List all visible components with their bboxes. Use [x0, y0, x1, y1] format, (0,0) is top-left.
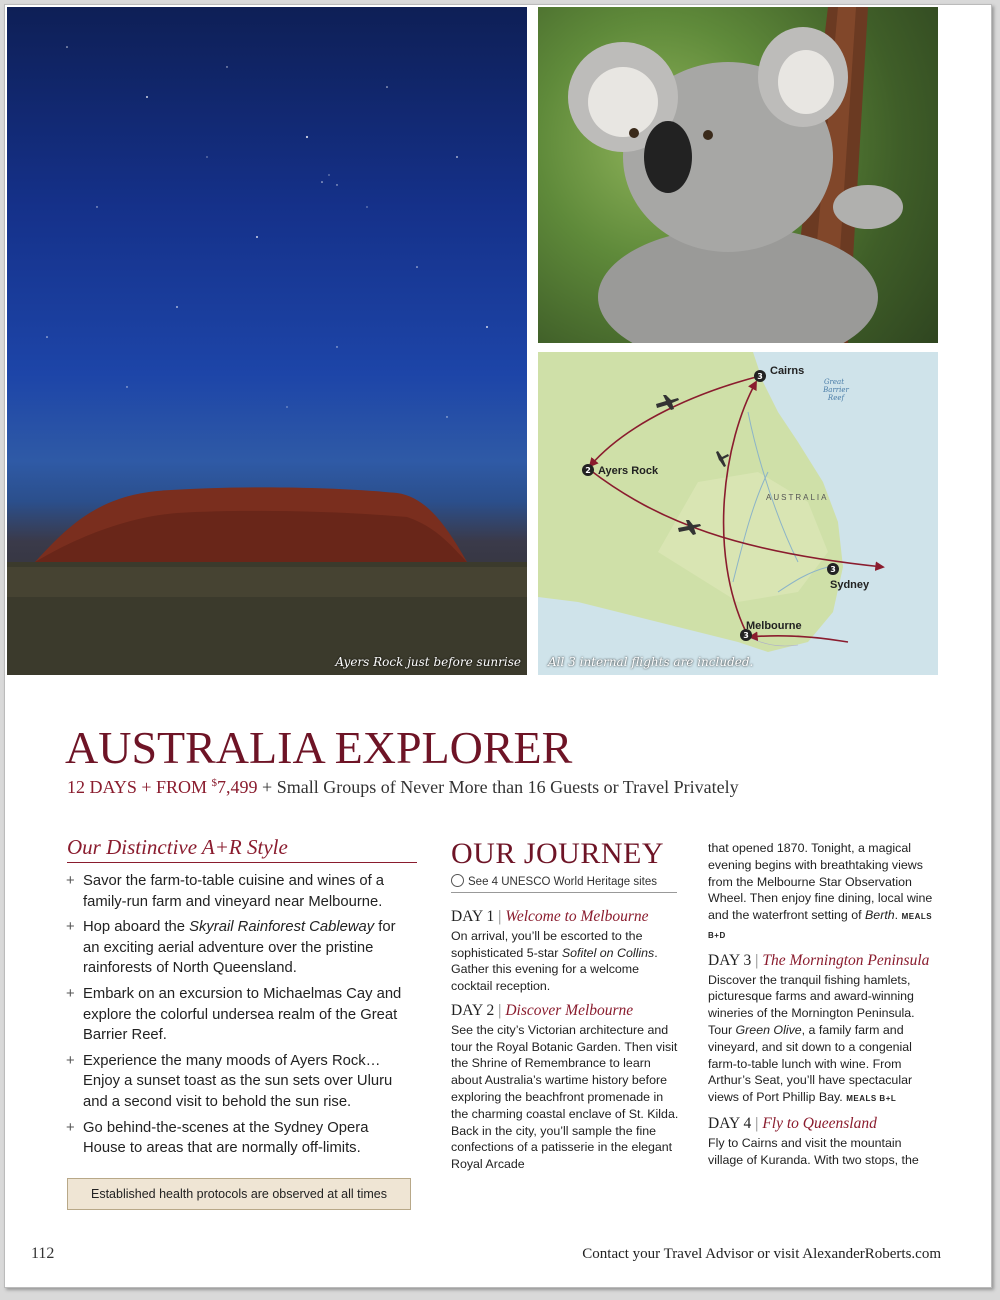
ayers-rock-label: Ayers Rock [598, 465, 659, 477]
unesco-note [451, 874, 677, 893]
style-highlights-list [65, 871, 415, 1164]
koala-photo [538, 7, 938, 343]
reef-label-2: Barrier [823, 386, 849, 394]
list-item: + Embark on an excursion to Michaelmas Cay and explore the colorful undersea realm of the Great Barrier Reef. [65, 984, 415, 1046]
brochure-page [4, 4, 992, 1288]
price-currency: $ [211, 777, 218, 789]
australia-label: AUSTRALIA [766, 493, 829, 502]
subtitle-separator: + [136, 777, 157, 797]
day-3-meals: MEALS B+L [846, 1094, 897, 1104]
itinerary-column-1 [451, 905, 681, 1181]
sydney-label: Sydney [830, 579, 870, 591]
page-number: 112 [31, 1245, 55, 1262]
list-item: + Savor the farm-to-table cuisine and wines of a family-run farm and vineyard near Melbourne. [65, 871, 415, 912]
cairns-label: Cairns [770, 365, 805, 377]
day-4-text: Fly to Cairns and visit the mountain village of Kuranda. With two stops, the [708, 1135, 919, 1167]
day-1-text: On arrival, you’ll be escorted to the sophisticated 5-star Sofitel on Collins. Gather this evening for a welcome cocktail reception. [451, 928, 658, 994]
uluru-caption: Ayers Rock just before sunrise [335, 655, 521, 669]
unesco-text: See 4 UNESCO World Heritage sites [468, 876, 657, 888]
list-item: + Go behind-the-scenes at the Sydney Opera House to areas that are normally off-limits. [65, 1118, 415, 1159]
day-3-heading: DAY 3 | The Mornington Peninsula [708, 951, 930, 969]
style-heading: Our Distinctive A+R Style [67, 835, 417, 863]
cairns-nights: 3 [757, 372, 763, 381]
list-item: + Experience the many moods of Ayers Rock… Enjoy a sunset toast as the sun sets over Uluru and a second visit to behold the sun rise. [65, 1051, 415, 1113]
koala-illustration [538, 7, 938, 343]
page-title: AUSTRALIA EXPLORER [65, 722, 573, 773]
uluru-photo [7, 7, 527, 675]
journey-heading: OUR JOURNEY [451, 837, 665, 870]
day-2-meals: MEALS B+D [708, 912, 933, 940]
trip-subtitle [67, 777, 739, 798]
sydney-nights: 3 [830, 565, 836, 574]
melbourne-label: Melbourne [746, 620, 802, 632]
health-note-box: Established health protocols are observed at all times [67, 1178, 411, 1210]
list-item: + Hop aboard the Skyrail Rainforest Cableway for an exciting aerial adventure over the pristine rainforests of North Queensland. [65, 917, 415, 979]
day-2-text-continued: that opened 1870. Tonight, a magical evening begins with breathtaking views from the Melbourne Star Observation Wheel. Then enjoy fine dining, local wine and the waterfront setting of Berth. MEALS B+D [708, 841, 933, 940]
price-from: FROM [156, 777, 212, 797]
day-2-heading: DAY 2 | Discover Melbourne [451, 1001, 634, 1019]
map-caption: All 3 internal flights are included. [548, 655, 754, 669]
route-map [538, 352, 938, 675]
day-1-heading: DAY 1 | Welcome to Melbourne [451, 908, 649, 925]
day-2-text: See the city’s Victorian architecture and tour the Royal Botanic Garden. Then visit the Shrine of Remembrance to learn about Australia’s wartime history before exploring the beachfront promenade in the charming coastal enclave of St. Kilda. Back in the city, you’ll sample the fine confections of a patisserie in the elegant Royal Arcade [451, 1022, 679, 1172]
reef-label-1: Great [823, 378, 845, 386]
itinerary-column-2 [708, 840, 938, 1176]
day-3-text: Discover the tranquil fishing hamlets, picturesque farms and award-winning wineries of the Mornington Peninsula. Tour Green Olive, a family farm and vineyard, and sit down to a congenial farm-to-table lunch with wine. From Arthur’s Seat, you’ll have spectacular views of Port Phillip Bay. MEALS B+L [708, 972, 915, 1105]
day-4-heading: DAY 4 | Fly to Queensland [708, 1114, 877, 1132]
footer-contact: Contact your Travel Advisor or visit AlexanderRoberts.com [582, 1246, 941, 1262]
unesco-icon [451, 874, 464, 887]
trip-days: 12 DAYS [67, 777, 137, 797]
group-info: + Small Groups of Never More than 16 Guests or Travel Privately [257, 777, 739, 797]
ayers-rock-nights: 2 [585, 466, 591, 475]
melbourne-nights: 3 [743, 631, 749, 640]
reef-label-3: Reef [827, 394, 845, 402]
uluru-illustration [7, 7, 527, 675]
price-value: 7,499 [217, 777, 258, 797]
route-map-graphic [538, 352, 938, 675]
